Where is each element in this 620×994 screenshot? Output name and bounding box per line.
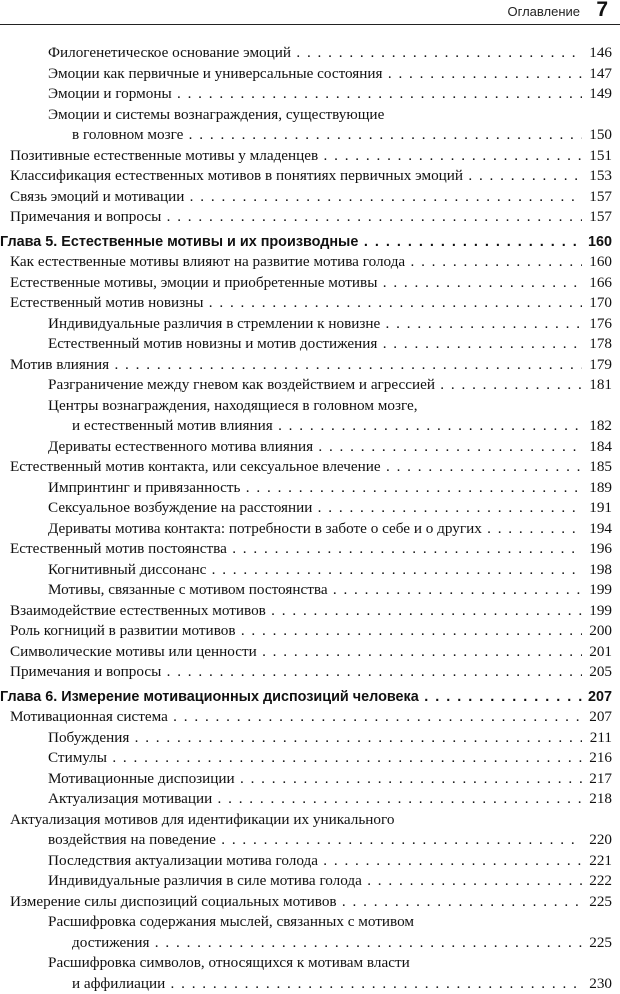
toc-chapter-heading	[0, 687, 620, 708]
toc-entry-page: 200	[580, 621, 612, 642]
toc-entry-page: 225	[580, 933, 612, 954]
toc-entry	[0, 933, 620, 954]
toc-entry-title: Естественный мотив постоянства . . .	[0, 539, 582, 560]
toc-entry	[0, 871, 620, 892]
toc-entry	[0, 892, 620, 913]
toc-entry	[0, 498, 620, 519]
toc-entry-title: Расшифровка содержания мыслей, связанных с мотивом	[0, 912, 582, 933]
toc-entry-title: Импринтинг и привязанность . . .	[0, 478, 582, 499]
toc-entry-page: 179	[580, 355, 612, 376]
toc-entry-page: 201	[580, 642, 612, 663]
toc-entry-title: Расшифровка символов, относящихся к мотивам власти	[0, 953, 582, 974]
toc-entry-title: Связь эмоций и мотивации . . .	[0, 187, 582, 208]
toc-entry-page: 166	[580, 273, 612, 294]
toc-entry	[0, 953, 620, 974]
toc-entry-page: 149	[580, 84, 612, 105]
toc-entry-page: 150	[580, 125, 612, 146]
toc-entry-page: 205	[580, 662, 612, 683]
toc-entry	[0, 437, 620, 458]
toc-entry	[0, 539, 620, 560]
toc-entry-page: 151	[580, 146, 612, 167]
table-of-contents	[0, 43, 620, 994]
toc-entry-page: 147	[580, 64, 612, 85]
toc-entry-title: Актуализация мотивации . . .	[0, 789, 582, 810]
toc-entry	[0, 560, 620, 581]
toc-entry	[0, 146, 620, 167]
toc-entry	[0, 974, 620, 994]
toc-entry-title: Глава 5. Естественные мотивы и их производные . . .	[0, 232, 582, 253]
toc-entry-title: Последствия актуализации мотива голода . . .	[0, 851, 582, 872]
toc-entry	[0, 396, 620, 417]
toc-entry-page: 198	[580, 560, 612, 581]
toc-entry-title: Измерение силы диспозиций социальных мотивов . . .	[0, 892, 582, 913]
toc-entry	[0, 457, 620, 478]
toc-entry-page: 146	[580, 43, 612, 64]
toc-entry-title: Эмоции и системы вознаграждения, существующие	[0, 105, 582, 126]
toc-entry	[0, 789, 620, 810]
toc-entry	[0, 293, 620, 314]
toc-entry-title: Взаимодействие естественных мотивов . . .	[0, 601, 582, 622]
toc-entry-title: Естественный мотив новизны и мотив достижения . . .	[0, 334, 582, 355]
toc-entry	[0, 375, 620, 396]
toc-entry	[0, 642, 620, 663]
toc-entry	[0, 662, 620, 683]
toc-entry	[0, 601, 620, 622]
toc-entry-title: и аффилиации . . .	[0, 974, 582, 994]
toc-entry-title: Позитивные естественные мотивы у младенцев . . .	[0, 146, 582, 167]
toc-entry	[0, 43, 620, 64]
toc-entry	[0, 314, 620, 335]
toc-entry-page: 189	[580, 478, 612, 499]
toc-entry-title: в головном мозге . . .	[0, 125, 582, 146]
toc-entry-title: Мотивационные диспозиции . . .	[0, 769, 582, 790]
toc-entry-title: воздействия на поведение . . .	[0, 830, 582, 851]
toc-entry-title: Эмоции как первичные и универсальные состояния . . .	[0, 64, 582, 85]
toc-entry-page: 230	[580, 974, 612, 994]
toc-entry	[0, 64, 620, 85]
toc-entry-page: 157	[580, 187, 612, 208]
toc-entry-page: 157	[580, 207, 612, 228]
toc-entry-title: Символические мотивы или ценности . . .	[0, 642, 582, 663]
toc-entry	[0, 355, 620, 376]
toc-entry-title: достижения . . .	[0, 933, 582, 954]
running-header-section: Оглавление	[508, 4, 580, 19]
toc-entry-title: Естественный мотив контакта, или сексуальное влечение . . .	[0, 457, 582, 478]
toc-entry	[0, 912, 620, 933]
toc-entry-title: Как естественные мотивы влияют на развитие мотива голода . . .	[0, 252, 582, 273]
toc-entry-title: Индивидуальные различия в силе мотива голода . . .	[0, 871, 582, 892]
toc-entry-title: Мотивационная система . . .	[0, 707, 582, 728]
toc-entry	[0, 252, 620, 273]
toc-entry	[0, 187, 620, 208]
toc-entry-title: Филогенетическое основание эмоций . . .	[0, 43, 582, 64]
toc-entry-title: Дериваты мотива контакта: потребности в заботе о себе и о других . . .	[0, 519, 582, 540]
toc-entry	[0, 273, 620, 294]
toc-entry-title: Эмоции и гормоны . . .	[0, 84, 582, 105]
toc-entry-title: Побуждения . . .	[0, 728, 582, 749]
toc-entry-title: и естественный мотив влияния . . .	[0, 416, 582, 437]
toc-entry	[0, 830, 620, 851]
toc-entry-title: Глава 6. Измерение мотивационных диспозиций человека . . .	[0, 687, 582, 708]
toc-entry-title: Разграничение между гневом как воздействием и агрессией . . .	[0, 375, 582, 396]
toc-entry-page: 153	[580, 166, 612, 187]
toc-entry-page: 222	[580, 871, 612, 892]
toc-entry	[0, 84, 620, 105]
toc-entry-page: 194	[580, 519, 612, 540]
toc-entry-title: Примечания и вопросы . . .	[0, 207, 582, 228]
toc-entry	[0, 416, 620, 437]
running-header	[0, 0, 620, 25]
toc-entry-title: Когнитивный диссонанс . . .	[0, 560, 582, 581]
toc-entry	[0, 125, 620, 146]
toc-entry	[0, 580, 620, 601]
toc-entry-title: Естественный мотив новизны . . .	[0, 293, 582, 314]
toc-entry-page: 221	[580, 851, 612, 872]
toc-entry-title: Сексуальное возбуждение на расстоянии . . .	[0, 498, 582, 519]
toc-entry-title: Дериваты естественного мотива влияния . . .	[0, 437, 582, 458]
toc-entry	[0, 851, 620, 872]
toc-entry-page: 199	[580, 601, 612, 622]
toc-entry-page: 178	[580, 334, 612, 355]
toc-entry-page: 207	[580, 707, 612, 728]
toc-entry-title: Мотив влияния . . .	[0, 355, 582, 376]
toc-entry-title: Стимулы . . .	[0, 748, 582, 769]
toc-entry-page: 196	[580, 539, 612, 560]
toc-entry-page: 207	[580, 687, 612, 708]
toc-entry-title: Индивидуальные различия в стремлении к новизне . . .	[0, 314, 582, 335]
toc-entry-page: 160	[580, 232, 612, 253]
toc-chapter-heading	[0, 232, 620, 253]
toc-entry-page: 225	[580, 892, 612, 913]
toc-entry-page: 199	[580, 580, 612, 601]
toc-entry-page: 217	[580, 769, 612, 790]
toc-entry	[0, 478, 620, 499]
toc-entry	[0, 166, 620, 187]
toc-entry	[0, 707, 620, 728]
toc-entry-page: 181	[580, 375, 612, 396]
toc-entry	[0, 728, 620, 749]
toc-entry	[0, 769, 620, 790]
toc-entry-page: 184	[580, 437, 612, 458]
toc-entry-page: 191	[580, 498, 612, 519]
toc-entry-page: 218	[580, 789, 612, 810]
toc-entry-page: 220	[580, 830, 612, 851]
toc-entry-title: Центры вознаграждения, находящиеся в головном мозге,	[0, 396, 582, 417]
toc-entry-title: Мотивы, связанные с мотивом постоянства . . .	[0, 580, 582, 601]
toc-entry-title: Примечания и вопросы . . .	[0, 662, 582, 683]
page-number: 7	[596, 0, 608, 22]
toc-entry	[0, 621, 620, 642]
toc-entry-title: Актуализация мотивов для идентификации их уникального	[0, 810, 582, 831]
toc-entry	[0, 519, 620, 540]
toc-entry-page: 160	[580, 252, 612, 273]
toc-entry	[0, 748, 620, 769]
toc-entry-page: 211	[580, 728, 612, 749]
toc-entry	[0, 810, 620, 831]
toc-entry	[0, 334, 620, 355]
toc-entry-page: 216	[580, 748, 612, 769]
toc-entry-page: 176	[580, 314, 612, 335]
toc-entry	[0, 207, 620, 228]
toc-entry-page: 185	[580, 457, 612, 478]
toc-entry-page: 182	[580, 416, 612, 437]
toc-entry-title: Роль когниций в развитии мотивов . . .	[0, 621, 582, 642]
toc-entry	[0, 105, 620, 126]
toc-entry-page: 170	[580, 293, 612, 314]
toc-entry-title: Естественные мотивы, эмоции и приобретенные мотивы . . .	[0, 273, 582, 294]
toc-entry-title: Классификация естественных мотивов в понятиях первичных эмоций . . .	[0, 166, 582, 187]
